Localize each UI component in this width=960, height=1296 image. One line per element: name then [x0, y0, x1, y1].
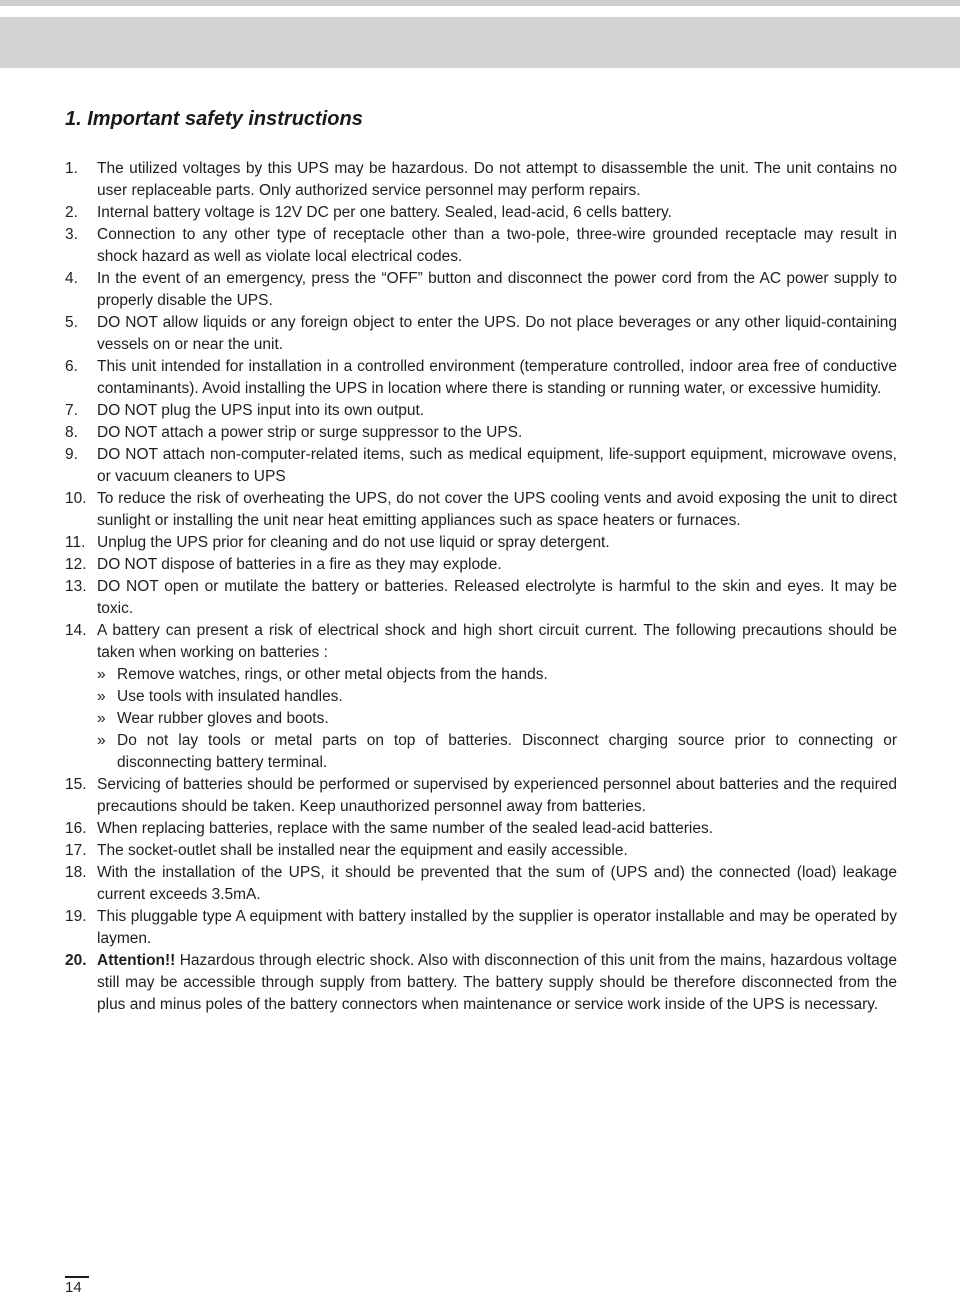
safety-instructions-list — [65, 158, 897, 1016]
list-item — [65, 906, 897, 950]
list-item — [65, 400, 897, 422]
item-number: 18. — [65, 864, 87, 881]
list-item — [65, 862, 897, 906]
sub-item-text: Do not lay tools or metal parts on top of batteries. Disconnect charging source prior to connecting or disconnecting battery terminal. — [117, 732, 897, 771]
item-number: 10. — [65, 490, 87, 507]
item-text: Connection to any other type of receptacle other than a two-pole, three-wire grounded receptacle may result in shock hazard as well as violate local electrical codes. — [97, 226, 897, 265]
item-number: 4. — [65, 270, 78, 287]
item-text: When replacing batteries, replace with the same number of the sealed lead-acid batteries. — [97, 820, 714, 837]
sub-list-item — [97, 686, 897, 708]
list-item — [65, 840, 897, 862]
item-number: 8. — [65, 424, 78, 441]
list-item — [65, 224, 897, 268]
item-text: The utilized voltages by this UPS may be hazardous. Do not attempt to disassemble the unit. The unit contains no user replaceable parts. Only authorized service personnel may perform repairs. — [97, 160, 897, 199]
item-text: To reduce the risk of overheating the UPS, do not cover the UPS cooling vents and avoid exposing the unit to direct sunlight or installing the unit near heat emitting appliances such as space heaters or furnaces. — [97, 490, 897, 529]
list-item — [65, 620, 897, 774]
page-number: 14 — [65, 1279, 82, 1296]
item-number: 13. — [65, 578, 87, 595]
item-number: 17. — [65, 842, 87, 859]
item-number: 3. — [65, 226, 78, 243]
list-item — [65, 158, 897, 202]
item-number: 16. — [65, 820, 87, 837]
item-text: DO NOT attach a power strip or surge suppressor to the UPS. — [97, 424, 523, 441]
item-text: The socket-outlet shall be installed near the equipment and easily accessible. — [97, 842, 628, 859]
item-number: 20. — [65, 952, 87, 969]
item-text: In the event of an emergency, press the “OFF” button and disconnect the power cord from the AC power supply to properly disable the UPS. — [97, 270, 897, 309]
item-text: DO NOT dispose of batteries in a fire as they may explode. — [97, 556, 502, 573]
bullet-marker: » — [97, 710, 106, 727]
page-number-rule — [65, 1276, 89, 1278]
list-item — [65, 268, 897, 312]
list-item — [65, 356, 897, 400]
section-title: 1. Important safety instructions — [65, 108, 363, 130]
item-text: Unplug the UPS prior for cleaning and do not use liquid or spray detergent. — [97, 534, 610, 551]
header-band — [0, 17, 960, 68]
list-item — [65, 422, 897, 444]
item-text: DO NOT open or mutilate the battery or batteries. Released electrolyte is harmful to the skin and eyes. It may be toxic. — [97, 578, 897, 617]
list-item — [65, 444, 897, 488]
sub-item-text: Wear rubber gloves and boots. — [117, 710, 329, 727]
item-text: This pluggable type A equipment with battery installed by the supplier is operator installable and may be operated by laymen. — [97, 908, 897, 947]
item-text: Hazardous through electric shock. Also with disconnection of this unit from the mains, hazardous voltage still may be accessible through supply from battery. The battery supply should be therefore disconnected from the plus and minus poles of the battery connectors when maintenance or service work inside of the UPS is necessary. — [97, 952, 897, 1013]
sub-item-text: Remove watches, rings, or other metal objects from the hands. — [117, 666, 548, 683]
attention-label: Attention!! — [97, 952, 176, 969]
item-number: 6. — [65, 358, 78, 375]
list-item — [65, 554, 897, 576]
bullet-marker: » — [97, 732, 106, 749]
list-item — [65, 202, 897, 224]
list-item — [65, 488, 897, 532]
sub-list-item — [97, 708, 897, 730]
item-body — [97, 620, 897, 774]
sub-list-item — [97, 664, 897, 686]
item-number: 1. — [65, 160, 78, 177]
item-text: DO NOT allow liquids or any foreign object to enter the UPS. Do not place beverages or any other liquid-containing vessels on or near the unit. — [97, 314, 897, 353]
list-item-attention — [65, 950, 897, 1016]
list-item — [65, 532, 897, 554]
item-number: 5. — [65, 314, 78, 331]
item-text: Internal battery voltage is 12V DC per one battery. Sealed, lead-acid, 6 cells battery. — [97, 204, 672, 221]
item-body — [97, 950, 897, 1016]
item-number: 19. — [65, 908, 87, 925]
sub-item-text: Use tools with insulated handles. — [117, 688, 343, 705]
item-number: 14. — [65, 622, 87, 639]
item-number: 9. — [65, 446, 78, 463]
item-text: DO NOT plug the UPS input into its own output. — [97, 402, 425, 419]
item-text: Servicing of batteries should be performed or supervised by experienced personnel about batteries and the required precautions should be taken. Keep unauthorized personnel away from batteries. — [97, 776, 897, 815]
list-item — [65, 818, 897, 840]
bullet-marker: » — [97, 666, 106, 683]
list-item — [65, 312, 897, 356]
item-text: A battery can present a risk of electrical shock and high short circuit current. The following precautions should be taken when working on batteries : — [97, 622, 897, 661]
item-number: 7. — [65, 402, 78, 419]
item-number: 12. — [65, 556, 87, 573]
item-text: DO NOT attach non-computer-related items, such as medical equipment, life-support equipment, microwave ovens, or vacuum cleaners to UPS — [97, 446, 897, 485]
bullet-marker: » — [97, 688, 106, 705]
top-rule — [0, 0, 960, 6]
item-text: This unit intended for installation in a controlled environment (temperature controlled, indoor area free of conductive contaminants). Avoid installing the UPS in location where there is standing or running water, or excessive humidity. — [97, 358, 897, 397]
sub-list-item — [97, 730, 897, 774]
list-item — [65, 774, 897, 818]
item-text: With the installation of the UPS, it should be prevented that the sum of (UPS and) the connected (load) leakage current exceeds 3.5mA. — [97, 864, 897, 903]
list-item — [65, 576, 897, 620]
item-number: 2. — [65, 204, 78, 221]
battery-precautions-sublist — [65, 664, 897, 774]
item-number: 15. — [65, 776, 87, 793]
item-number: 11. — [65, 534, 86, 551]
